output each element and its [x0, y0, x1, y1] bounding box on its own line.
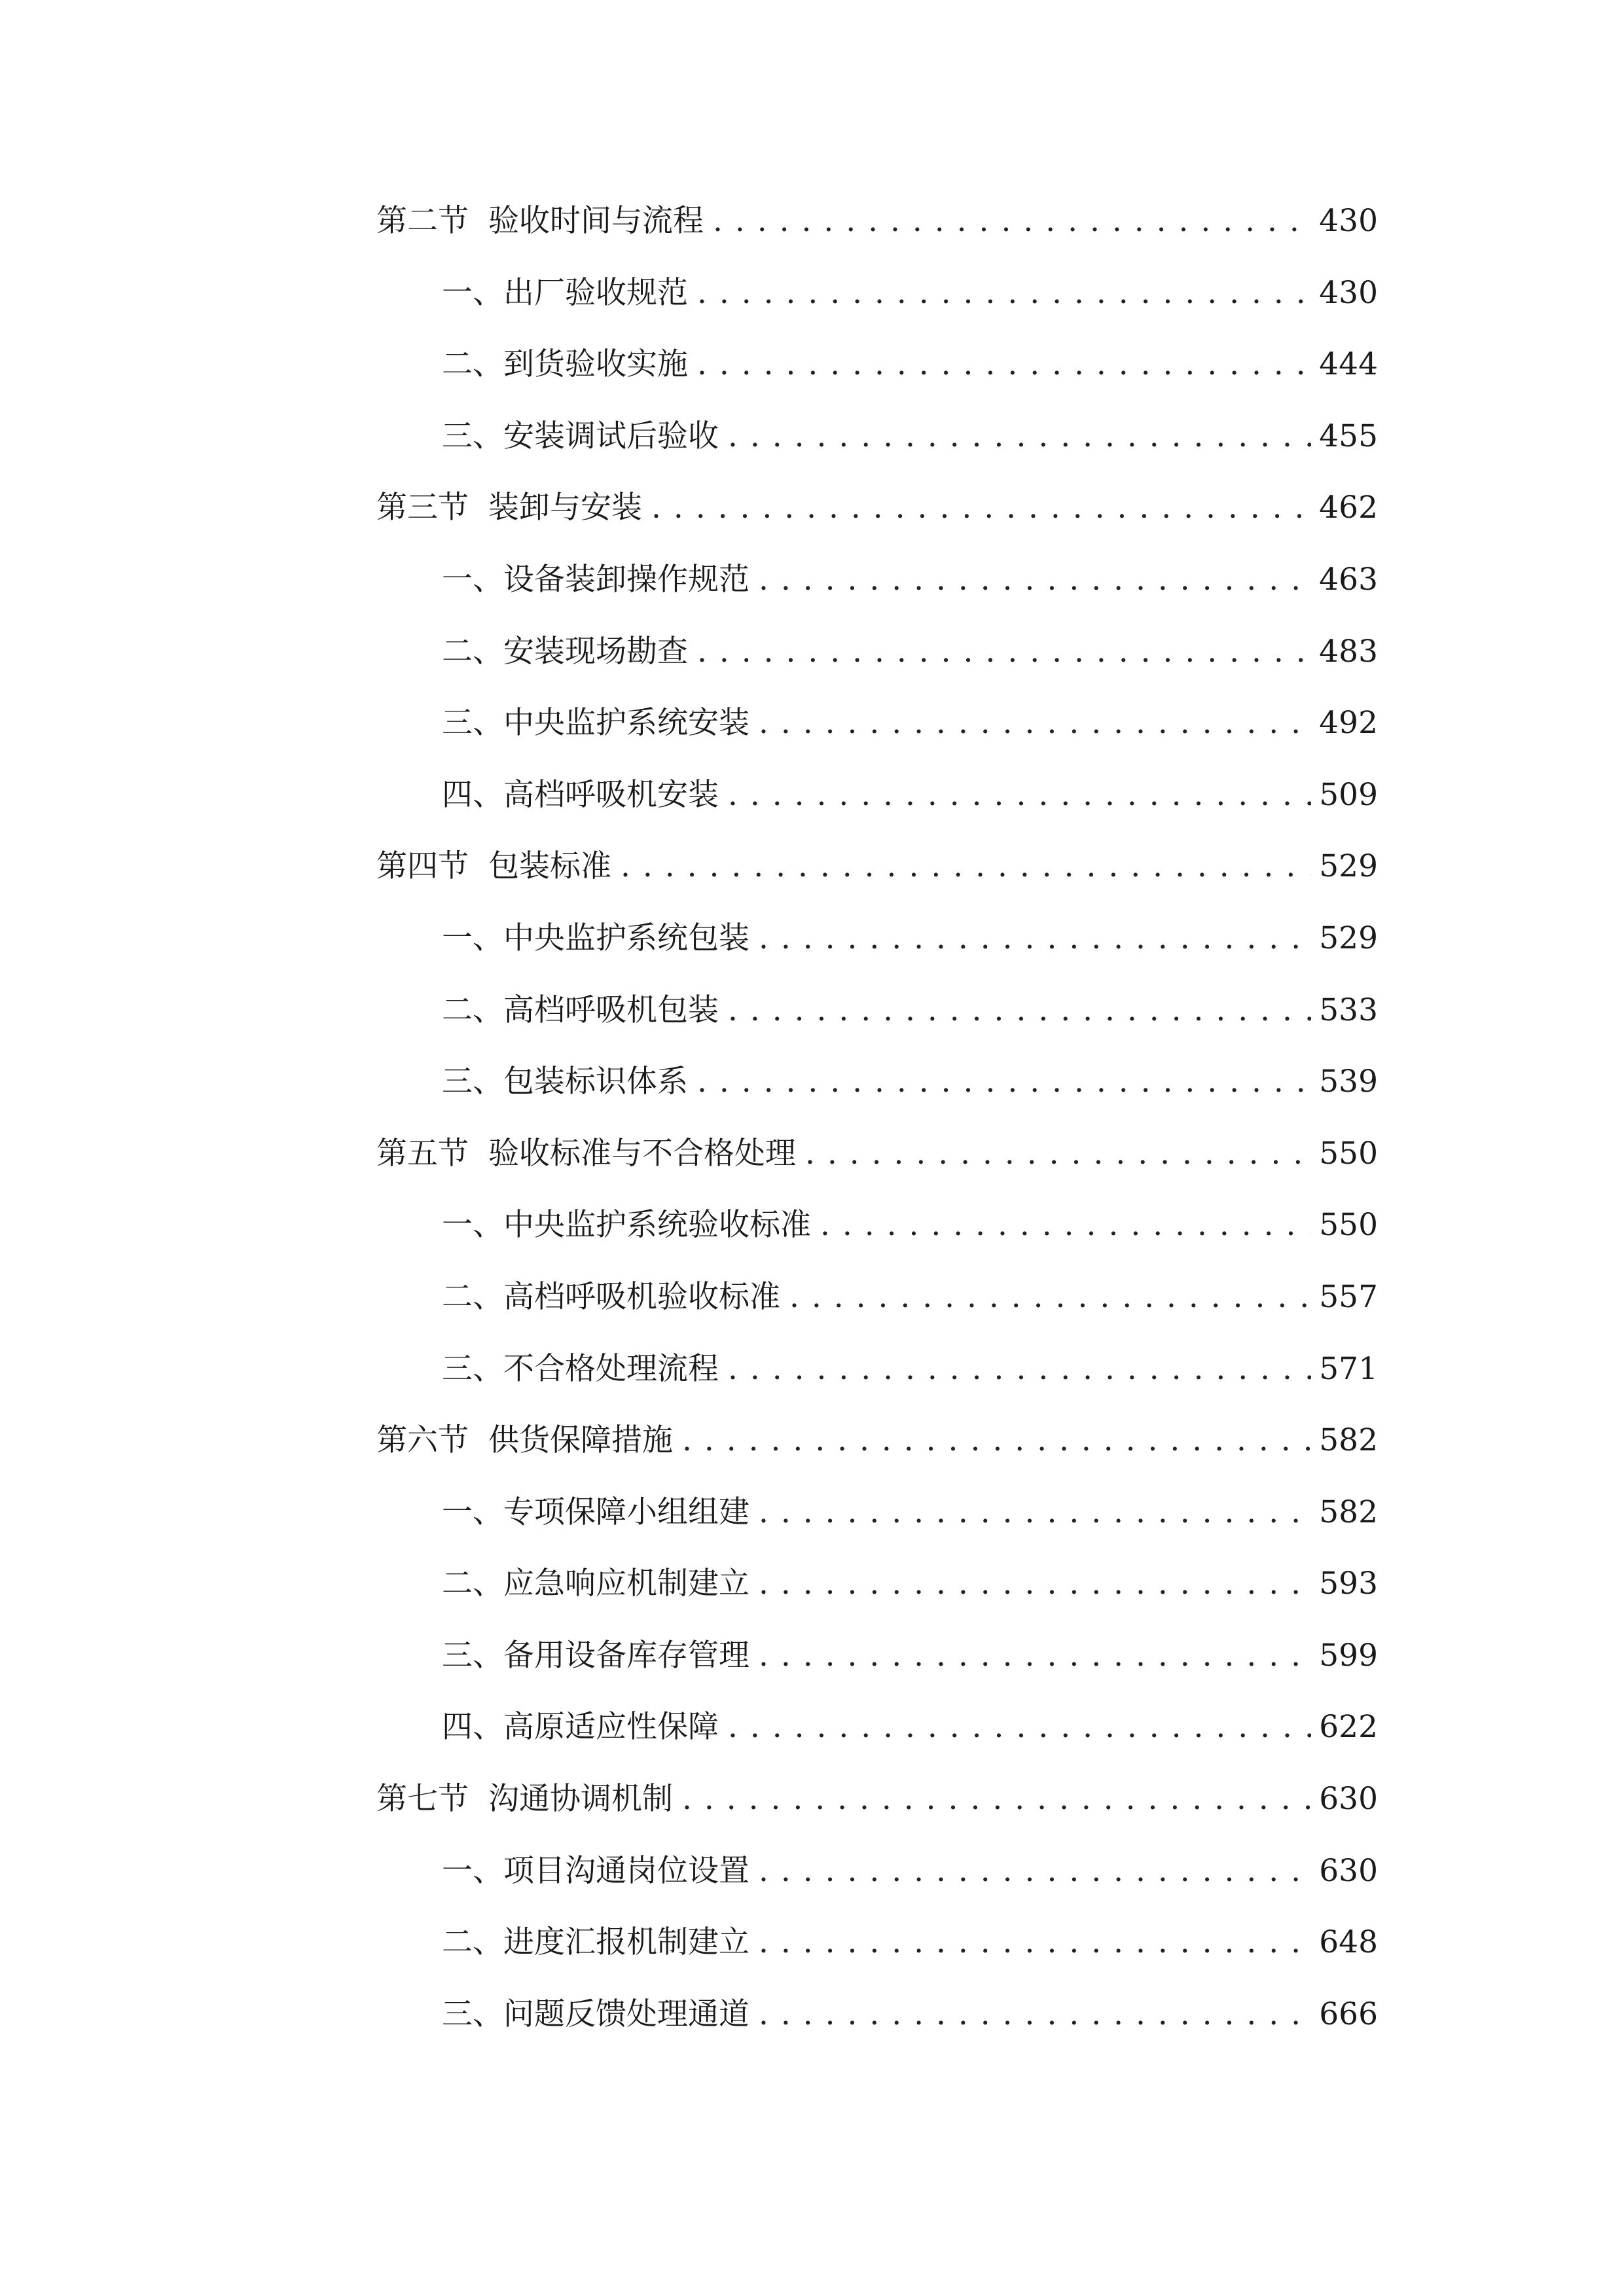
dot-leader: [713, 185, 1311, 257]
toc-subsection-title: 高原适应性保障: [503, 1709, 719, 1746]
toc-subsection-title: 项目沟通岗位设置: [503, 1852, 749, 1889]
toc-subsection-row[interactable]: [376, 687, 1378, 759]
table-of-contents: [376, 185, 1378, 2050]
toc-subsection-title: 问题反馈处理通道: [503, 1996, 749, 2032]
toc-page-number: 557: [1319, 1278, 1378, 1315]
toc-page-number: 630: [1319, 1781, 1378, 1818]
toc-subsection-row[interactable]: [376, 903, 1378, 975]
toc-page-number: 599: [1319, 1637, 1378, 1674]
dot-leader: [621, 831, 1311, 903]
toc-section-row[interactable]: [376, 1405, 1378, 1477]
toc-subsection-number: 二、: [442, 1278, 503, 1315]
toc-section-row[interactable]: [376, 472, 1378, 544]
toc-subsection-row[interactable]: [376, 759, 1378, 831]
toc-section-row[interactable]: [376, 1118, 1378, 1190]
toc-section-number: 第七节: [376, 1781, 469, 1818]
toc-subsection-number: 一、: [442, 920, 503, 956]
toc-subsection-number: 三、: [442, 705, 503, 742]
toc-section-title: 验收时间与流程: [488, 203, 704, 239]
toc-page-number: 666: [1319, 1996, 1378, 2032]
toc-subsection-number: 二、: [442, 992, 503, 1028]
toc-subsection-row[interactable]: [376, 257, 1378, 329]
toc-page-number: 550: [1319, 1207, 1378, 1244]
toc-page-number: 483: [1319, 633, 1378, 670]
toc-page-number: 444: [1319, 346, 1378, 383]
toc-subsection-title: 安装现场勘查: [503, 633, 688, 670]
toc-subsection-number: 三、: [442, 1350, 503, 1387]
toc-subsection-title: 到货验收实施: [503, 346, 688, 383]
toc-subsection-number: 二、: [442, 1566, 503, 1602]
dot-leader: [697, 616, 1311, 688]
toc-page-number: 550: [1319, 1135, 1378, 1172]
toc-subsection-title: 进度汇报机制建立: [503, 1924, 749, 1961]
toc-subsection-title: 中央监护系统验收标准: [503, 1207, 811, 1244]
toc-page-number: 509: [1319, 776, 1378, 813]
dot-leader: [805, 1118, 1311, 1190]
toc-page-number: 529: [1319, 920, 1378, 956]
toc-subsection-number: 一、: [442, 1207, 503, 1244]
toc-subsection-title: 安装调试后验收: [503, 418, 719, 454]
toc-page-number: 539: [1319, 1064, 1378, 1100]
toc-section-number: 第六节: [376, 1422, 469, 1459]
dot-leader: [728, 759, 1311, 831]
toc-subsection-row[interactable]: [376, 975, 1378, 1047]
toc-page-number: 593: [1319, 1566, 1378, 1602]
toc-subsection-row[interactable]: [376, 1333, 1378, 1405]
dot-leader: [759, 1835, 1311, 1907]
toc-subsection-number: 一、: [442, 561, 503, 598]
toc-subsection-row[interactable]: [376, 1477, 1378, 1549]
toc-section-row[interactable]: [376, 1763, 1378, 1835]
toc-page-number: 463: [1319, 561, 1378, 598]
toc-page-number: 622: [1319, 1709, 1378, 1746]
dot-leader: [697, 1046, 1311, 1118]
toc-subsection-row[interactable]: [376, 616, 1378, 688]
toc-section-number: 第五节: [376, 1135, 469, 1172]
dot-leader: [759, 687, 1311, 759]
toc-subsection-number: 一、: [442, 274, 503, 311]
toc-page-number: 571: [1319, 1350, 1378, 1387]
toc-subsection-number: 二、: [442, 1924, 503, 1961]
toc-subsection-row[interactable]: [376, 1620, 1378, 1692]
toc-section-title: 沟通协调机制: [488, 1781, 673, 1818]
dot-leader: [728, 1333, 1311, 1405]
toc-subsection-row[interactable]: [376, 1261, 1378, 1333]
dot-leader: [759, 1979, 1311, 2051]
dot-leader: [682, 1763, 1311, 1835]
toc-subsection-row[interactable]: [376, 1979, 1378, 2051]
toc-section-title: 包装标准: [488, 848, 611, 885]
toc-section-number: 第二节: [376, 203, 469, 239]
toc-page-number: 630: [1319, 1852, 1378, 1889]
toc-section-title: 装卸与安装: [488, 490, 642, 526]
dot-leader: [820, 1189, 1311, 1261]
toc-page-number: 462: [1319, 490, 1378, 526]
toc-section-row[interactable]: [376, 185, 1378, 257]
toc-subsection-number: 三、: [442, 1064, 503, 1100]
toc-subsection-title: 应急响应机制建立: [503, 1566, 749, 1602]
dot-leader: [759, 1548, 1311, 1620]
dot-leader: [759, 1477, 1311, 1549]
toc-subsection-number: 四、: [442, 776, 503, 813]
toc-page-number: 430: [1319, 203, 1378, 239]
toc-subsection-title: 设备装卸操作规范: [503, 561, 749, 598]
toc-section-title: 验收标准与不合格处理: [488, 1135, 796, 1172]
toc-page-number: 529: [1319, 848, 1378, 885]
toc-subsection-number: 二、: [442, 633, 503, 670]
dot-leader: [697, 257, 1311, 329]
toc-page-number: 648: [1319, 1924, 1378, 1961]
toc-page-number: 582: [1319, 1494, 1378, 1530]
toc-page-number: 430: [1319, 274, 1378, 311]
toc-section-number: 第三节: [376, 490, 469, 526]
toc-page-number: 492: [1319, 705, 1378, 742]
dot-leader: [728, 975, 1311, 1047]
toc-subsection-title: 专项保障小组组建: [503, 1494, 749, 1530]
toc-subsection-number: 一、: [442, 1494, 503, 1530]
toc-subsection-title: 中央监护系统安装: [503, 705, 749, 742]
toc-page-number: 455: [1319, 418, 1378, 454]
dot-leader: [728, 1691, 1311, 1763]
dot-leader: [789, 1261, 1311, 1333]
toc-subsection-title: 备用设备库存管理: [503, 1637, 749, 1674]
dot-leader: [759, 1620, 1311, 1692]
toc-subsection-title: 包装标识体系: [503, 1064, 688, 1100]
toc-subsection-title: 出厂验收规范: [503, 274, 688, 311]
toc-subsection-row[interactable]: [376, 1189, 1378, 1261]
toc-subsection-row[interactable]: [376, 544, 1378, 616]
dot-leader: [759, 544, 1311, 616]
toc-page-number: 582: [1319, 1422, 1378, 1459]
toc-subsection-number: 一、: [442, 1852, 503, 1889]
toc-section-row[interactable]: [376, 831, 1378, 903]
toc-subsection-row[interactable]: [376, 329, 1378, 401]
toc-subsection-row[interactable]: [376, 1548, 1378, 1620]
toc-subsection-title: 高档呼吸机验收标准: [503, 1278, 780, 1315]
toc-page-number: 533: [1319, 992, 1378, 1028]
toc-subsection-number: 三、: [442, 1637, 503, 1674]
dot-leader: [697, 329, 1311, 401]
toc-section-number: 第四节: [376, 848, 469, 885]
toc-subsection-number: 二、: [442, 346, 503, 383]
dot-leader: [651, 472, 1311, 544]
toc-subsection-row[interactable]: [376, 1046, 1378, 1118]
toc-subsection-number: 四、: [442, 1709, 503, 1746]
toc-subsection-row[interactable]: [376, 1835, 1378, 1907]
dot-leader: [759, 903, 1311, 975]
toc-section-title: 供货保障措施: [488, 1422, 673, 1459]
toc-subsection-title: 不合格处理流程: [503, 1350, 719, 1387]
dot-leader: [728, 401, 1311, 473]
toc-subsection-number: 三、: [442, 418, 503, 454]
toc-subsection-row[interactable]: [376, 1691, 1378, 1763]
dot-leader: [682, 1405, 1311, 1477]
dot-leader: [759, 1907, 1311, 1979]
toc-subsection-title: 中央监护系统包装: [503, 920, 749, 956]
toc-subsection-row[interactable]: [376, 401, 1378, 473]
toc-subsection-number: 三、: [442, 1996, 503, 2032]
toc-subsection-title: 高档呼吸机安装: [503, 776, 719, 813]
toc-subsection-title: 高档呼吸机包装: [503, 992, 719, 1028]
toc-subsection-row[interactable]: [376, 1907, 1378, 1979]
